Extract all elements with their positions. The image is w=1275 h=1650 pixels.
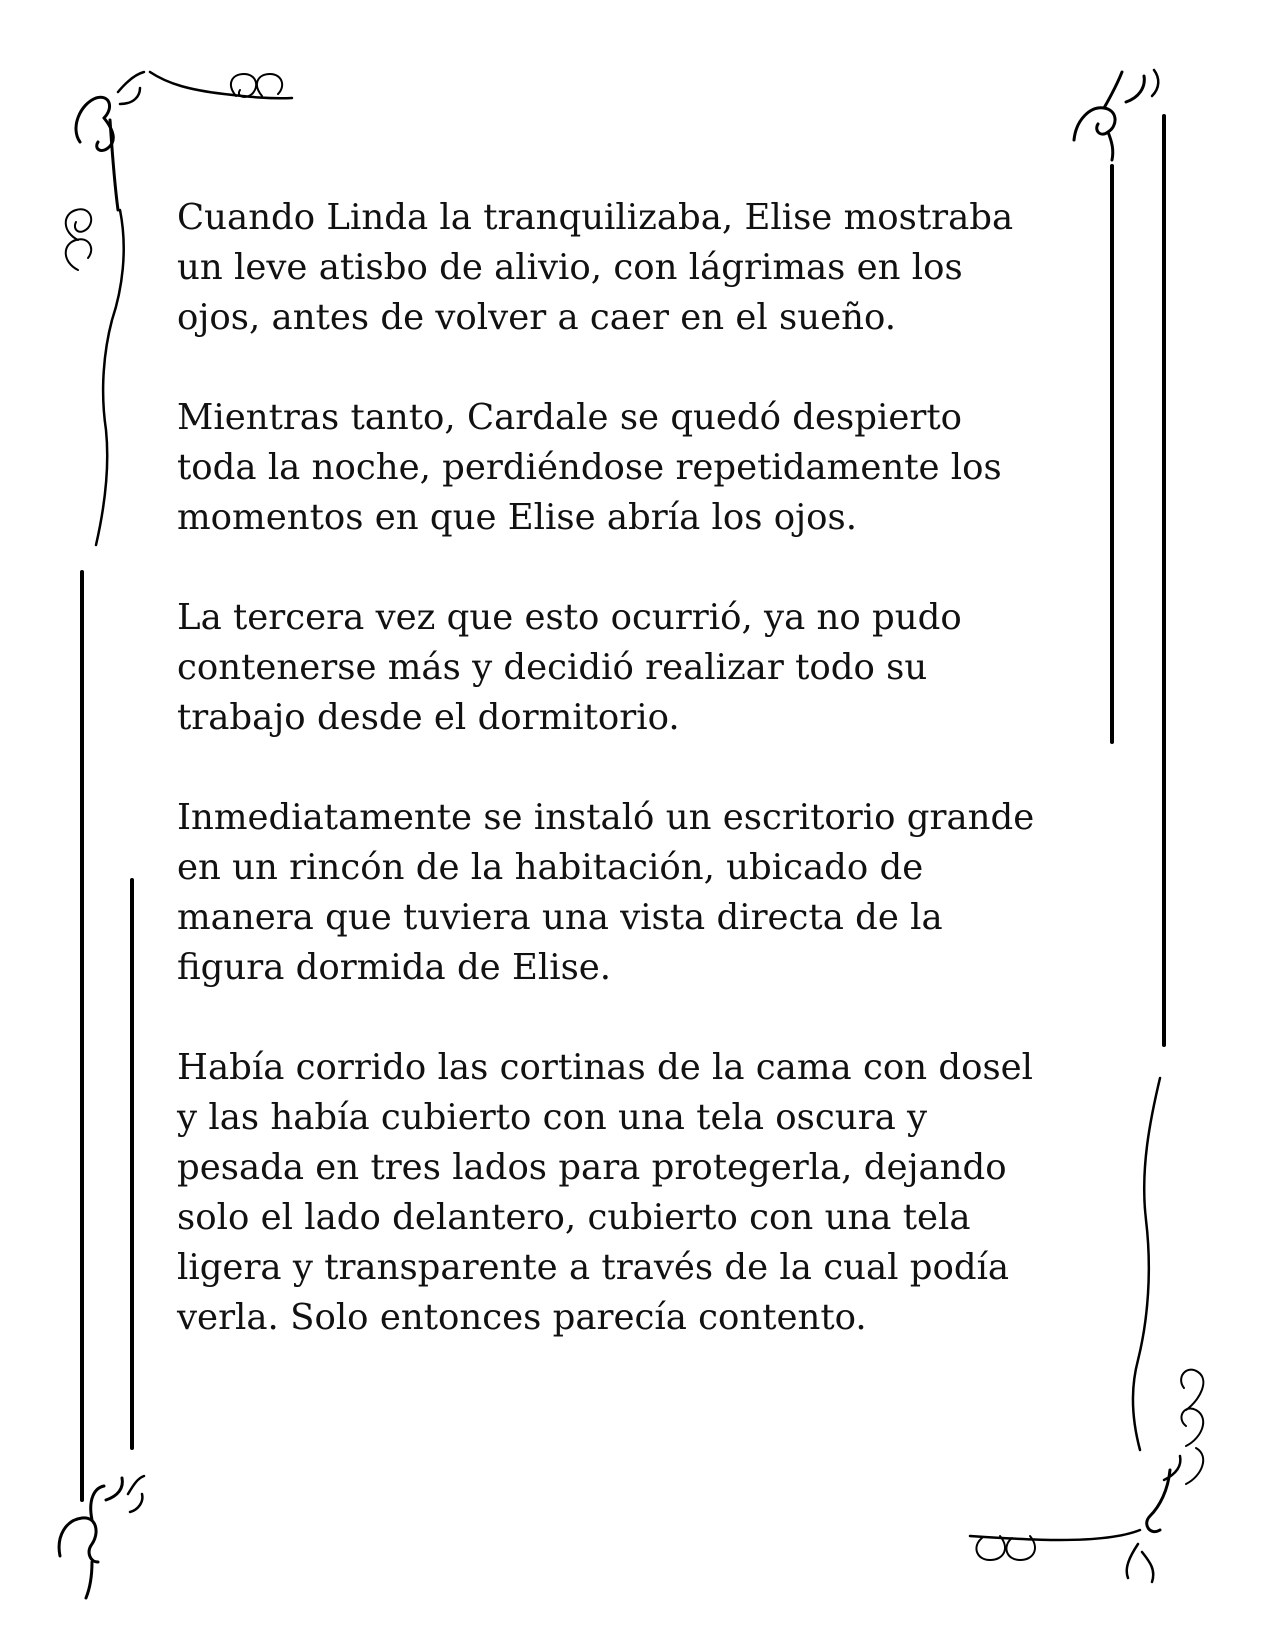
paragraph-3: La tercera vez que esto ocurrió, ya no pudo contenerse más y decidió realizar todo su trabajo desde el dormitorio. bbox=[177, 597, 962, 738]
bottom-left-flourish bbox=[59, 1476, 144, 1598]
top-right-flourish bbox=[1074, 70, 1158, 160]
page-text bbox=[177, 193, 1097, 1393]
paragraph-1: Cuando Linda la tranquilizaba, Elise mostraba un leve atisbo de alivio, con lágrimas en los ojos, antes de volver a caer en el sueño. bbox=[177, 197, 1014, 338]
paragraph-5: Había corrido las cortinas de la cama con dosel y las había cubierto con una tela oscura y pesada en tres lados para protegerla, dejando solo el lado delantero, cubierto con una tela ligera y transparente a través de la cual podía verla. Solo entonces parecía contento. bbox=[177, 1047, 1034, 1338]
paragraph-2: Mientras tanto, Cardale se quedó despierto toda la noche, perdiéndose repetidamente los momentos en que Elise abría los ojos. bbox=[177, 397, 1002, 538]
paragraph-4: Inmediatamente se instaló un escritorio grande en un rincón de la habitación, ubicado de manera que tuviera una vista directa de la figura dormida de Elise. bbox=[177, 797, 1035, 988]
